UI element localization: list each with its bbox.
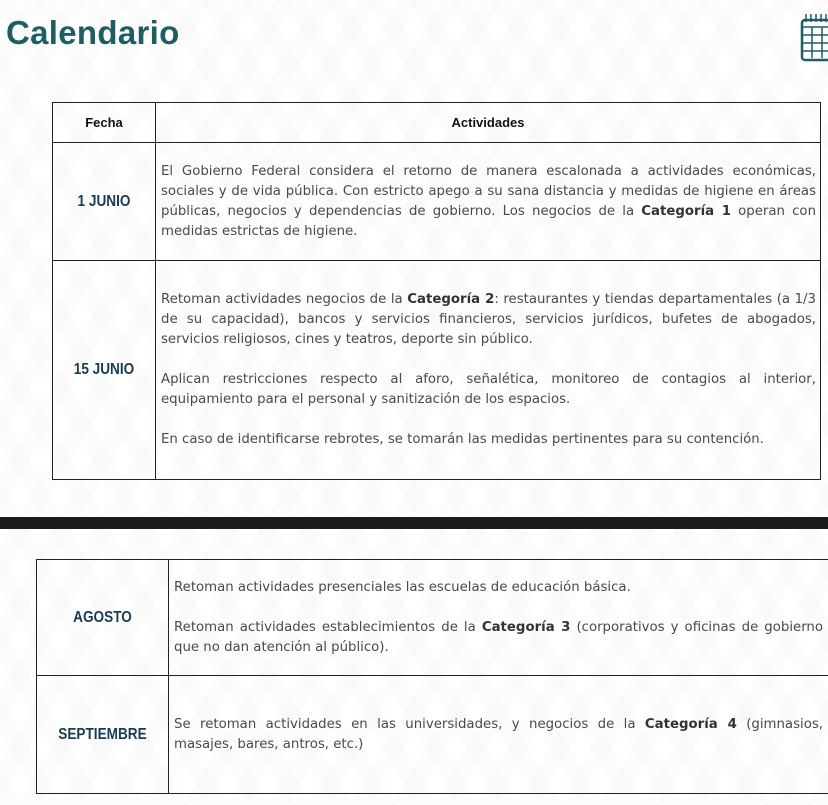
date-cell	[53, 143, 156, 261]
activity-text: operan con medidas estrictas de higiene.	[161, 203, 816, 239]
date-label: 15 JUNIO	[73, 361, 135, 378]
activity-text: Se retoman actividades en las universidades, y negocios de la	[174, 716, 645, 732]
table-row	[37, 560, 828, 676]
category-label: Categoría 1	[641, 203, 731, 219]
activities-cell	[156, 143, 821, 261]
category-label: Categoría 3	[481, 619, 571, 635]
activity-text: El Gobierno Federal considera el retorno de manera escalonada a actividades económicas, sociales y de vida pública. Con estricto apego a su sana distancia y medidas de higiene en áreas públicas, negocios y dependencias de gobierno. Los negocios de la	[161, 163, 816, 219]
activity-text: : restaurantes y tiendas departamentales (a 1/3 de su capacidad), bancos y servicios financieros, servicios jurídicos, bufetes de abogados, servicios religiosos, cines y teatros, deporte sin público.	[161, 292, 816, 347]
category-label: Categoría 4	[644, 716, 737, 732]
activity-paragraph: Aplican restricciones respecto al aforo, señalética, monitoreo de contagios al interior, equipamiento para el personal y sanitización de los espacios.	[161, 372, 816, 407]
table-row	[37, 676, 828, 794]
activity-paragraph: Retoman actividades presenciales las escuelas de educación básica.	[174, 579, 631, 595]
table-row	[53, 261, 821, 480]
category-label: Categoría 2	[407, 292, 495, 307]
date-label: AGOSTO	[73, 608, 132, 626]
activity-text: (corporativos y oficinas de gobierno que no dan atención al público).	[174, 619, 823, 655]
calendar-table-june	[52, 102, 821, 480]
activities-cell	[156, 261, 821, 480]
calendar-table-later	[36, 559, 828, 794]
activity-paragraph	[161, 290, 816, 350]
date-cell	[53, 261, 156, 480]
activities-cell	[169, 676, 828, 794]
date-label: 1 JUNIO	[77, 192, 131, 210]
activity-text: Retoman actividades negocios de la	[161, 292, 408, 307]
activities-cell	[169, 560, 828, 676]
activity-paragraph: En caso de identificarse rebrotes, se tomarán las medidas pertinentes para su contención.	[161, 432, 764, 447]
activity-paragraph	[174, 618, 823, 658]
calendar-icon	[800, 10, 828, 62]
activity-paragraph	[174, 715, 823, 755]
activity-text: (gimnasios, masajes, bares, antros, etc.)	[174, 716, 823, 752]
divider-bar	[0, 517, 828, 529]
table-header-row	[53, 103, 821, 143]
header-actividades: Actividades	[156, 103, 821, 143]
table-row	[53, 143, 821, 261]
page-title: Calendario	[6, 14, 180, 51]
activity-text: Retoman actividades establecimientos de la	[174, 619, 482, 635]
header-fecha: Fecha	[53, 103, 156, 143]
date-label: SEPTIEMBRE	[58, 725, 147, 743]
activity-paragraph	[161, 162, 816, 242]
date-cell	[37, 560, 169, 676]
date-cell	[37, 676, 169, 794]
